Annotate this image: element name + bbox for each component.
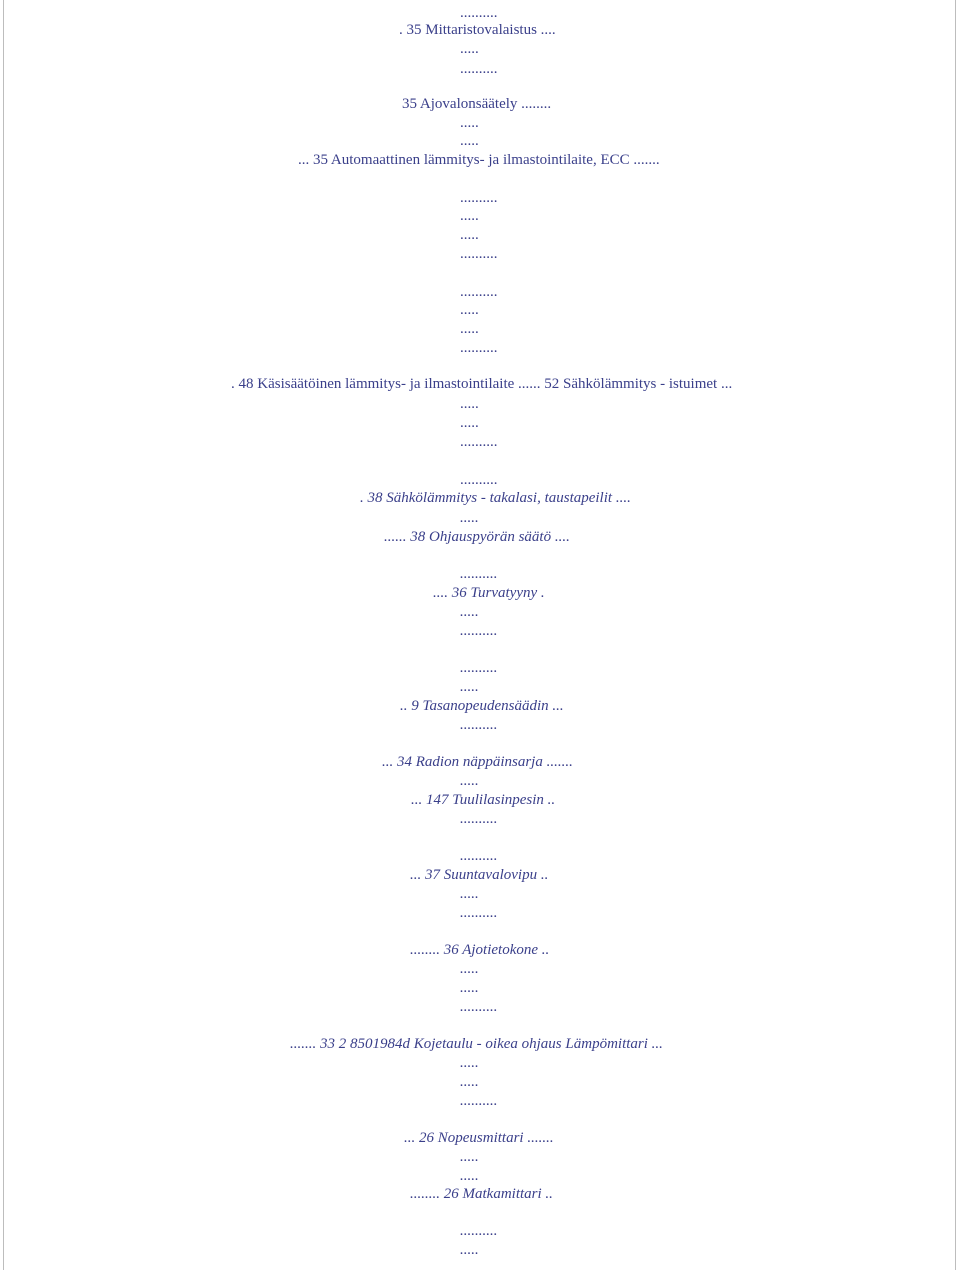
toc-line: ..... xyxy=(460,396,479,412)
toc-line: ..... xyxy=(460,1242,479,1258)
toc-line: ..... xyxy=(460,886,479,902)
toc-line: .......... xyxy=(460,284,498,300)
toc-line: ... 147 Tuulilasinpesin .. xyxy=(411,792,556,808)
toc-line: ..... xyxy=(460,302,479,318)
toc-line: ..... xyxy=(460,961,479,977)
toc-line: .......... xyxy=(460,190,498,206)
toc-line: .......... xyxy=(460,848,498,864)
toc-line: . 35 Mittaristovalaistus .... xyxy=(399,22,556,38)
toc-line: ... 35 Automaattinen lämmitys- ja ilmastointilaite, ECC ....... xyxy=(298,152,660,168)
toc-line: ..... xyxy=(460,133,479,149)
toc-line: ........ 26 Matkamittari .. xyxy=(410,1186,553,1202)
toc-line: ..... xyxy=(460,227,479,243)
toc-line: .......... xyxy=(460,246,498,262)
toc-line: . 38 Sähkölämmitys - takalasi, taustapeilit .... xyxy=(360,490,631,506)
toc-line: ..... xyxy=(460,1149,479,1165)
toc-line: 35 Ajovalonsäätely ........ xyxy=(402,96,552,112)
toc-line: .......... xyxy=(460,717,498,733)
toc-line: ..... xyxy=(460,1074,479,1090)
toc-line: .......... xyxy=(460,811,498,827)
toc-line: ..... xyxy=(460,41,479,57)
toc-line: .......... xyxy=(460,472,498,488)
toc-line: .......... xyxy=(460,1223,498,1239)
toc-line: ..... xyxy=(460,980,479,996)
toc-line: . 48 Käsisäätöinen lämmitys- ja ilmastointilaite ...... 52 Sähkölämmitys - istuimet ... xyxy=(231,376,733,392)
toc-line: ..... xyxy=(460,773,479,789)
toc-line: .......... xyxy=(460,434,498,450)
toc-line: ..... xyxy=(460,115,479,131)
toc-line: ... 34 Radion näppäinsarja ....... xyxy=(382,754,573,770)
toc-line: ........ 36 Ajotietokone .. xyxy=(410,942,550,958)
toc-line: .......... xyxy=(460,340,498,356)
toc-line: .......... xyxy=(460,5,498,21)
toc-line: .......... xyxy=(460,566,498,582)
toc-line: ..... xyxy=(460,208,479,224)
toc-line: .......... xyxy=(460,999,498,1015)
toc-line: .. 9 Tasanopeudensäädin ... xyxy=(400,698,564,714)
toc-line: .... 36 Turvatyyny . xyxy=(433,585,545,601)
toc-line: ..... xyxy=(460,679,479,695)
toc-line: ... 26 Nopeusmittari ....... xyxy=(404,1130,554,1146)
toc-line: ....... 33 2 8501984d Kojetaulu - oikea ohjaus Lämpömittari ... xyxy=(290,1036,663,1052)
toc-line: .......... xyxy=(460,1093,498,1109)
toc-line: ...... 38 Ohjauspyörän säätö .... xyxy=(384,529,570,545)
toc-line: ..... xyxy=(460,415,479,431)
toc-line: ... 37 Suuntavalovipu .. xyxy=(410,867,549,883)
toc-line: ..... xyxy=(460,1055,479,1071)
toc-line: ..... xyxy=(460,604,479,620)
toc-line: .......... xyxy=(460,660,498,676)
toc-line: .......... xyxy=(460,61,498,77)
toc-line: ..... xyxy=(460,510,479,526)
toc-line: .......... xyxy=(460,623,498,639)
toc-line: .......... xyxy=(460,905,498,921)
toc-line: ..... xyxy=(460,321,479,337)
toc-line: ..... xyxy=(460,1168,479,1184)
